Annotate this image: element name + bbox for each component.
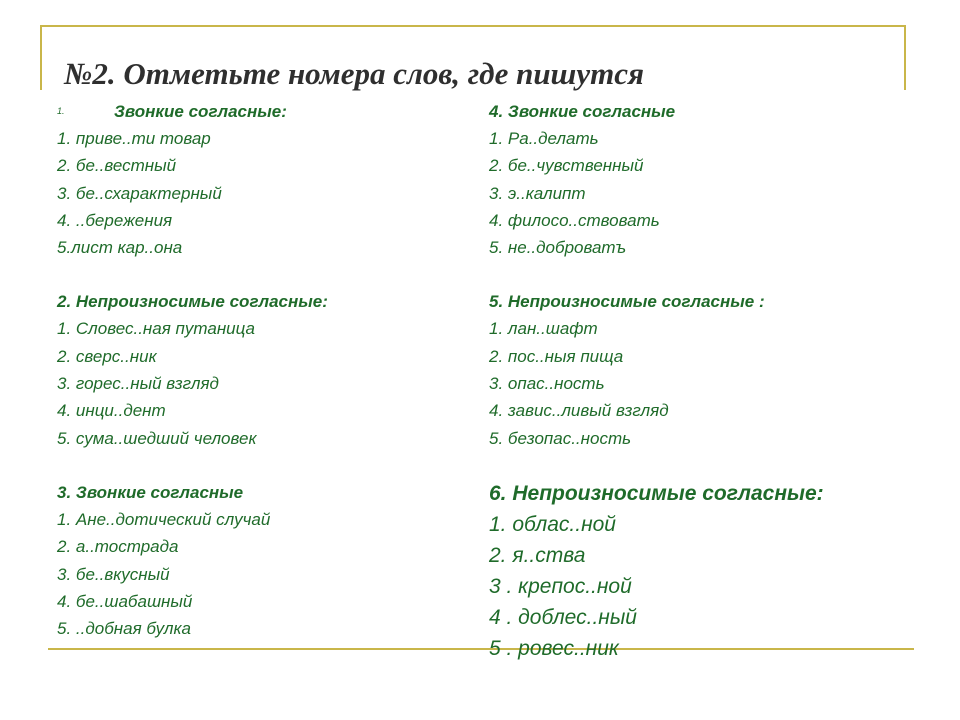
exercise-number: 1.	[57, 106, 65, 116]
word-item: 1. приве..ти товар	[57, 129, 211, 148]
exercise-heading-text: Звонкие согласные:	[114, 102, 287, 121]
right-column	[489, 98, 899, 691]
word-item: 1. облас..ной	[489, 512, 616, 536]
word-item: 5. сума..шедший человек	[57, 428, 257, 448]
word-item: 3. бе..вкусный	[57, 564, 170, 584]
exercise-group-5	[489, 288, 899, 451]
word-item: 5. ..добная булка	[57, 619, 191, 639]
word-item: 2. бе..чувственный	[489, 156, 644, 176]
word-item: 5. не..доброватъ	[489, 238, 627, 258]
word-item: 1. Словес..ная путаница	[57, 319, 255, 339]
exercise-group-1	[57, 98, 467, 261]
exercise-group-4	[489, 98, 899, 261]
frame-right-border	[904, 25, 906, 90]
word-item: 4. ..бережения	[57, 210, 173, 230]
word-item: 2. я..ства	[489, 543, 586, 567]
word-item: 3. э..калипт	[489, 183, 586, 203]
word-item: 4. филосо..ствовать	[489, 210, 660, 230]
word-item: 4. бе..шабашный	[57, 591, 193, 611]
exercise-heading: 4. Звонкие согласные	[489, 102, 676, 121]
word-item: 1. Ане..дотический случай	[57, 509, 271, 529]
word-item: 2. бе..вестный	[57, 156, 177, 176]
word-item: 2. а..тострада	[57, 537, 179, 557]
word-item: 3. горес..ный взгляд	[57, 374, 219, 394]
left-column	[57, 98, 467, 669]
word-item: 4. инци..дент	[57, 401, 166, 421]
word-item: 5 . ровес..ник	[489, 636, 619, 660]
exercise-group-2	[57, 288, 467, 451]
word-item: 1. Ра..делать	[489, 129, 599, 148]
frame-left-border	[40, 25, 42, 90]
frame-top-border	[40, 25, 906, 27]
slide-title: №2. Отметьте номера слов, где пишутся	[64, 56, 644, 91]
exercise-group-3	[57, 479, 467, 642]
exercise-heading	[57, 98, 467, 125]
exercise-heading: 5. Непроизносимые согласные :	[489, 292, 765, 312]
exercise-heading: 6. Непроизносимые согласные:	[489, 481, 824, 505]
word-item: 3. опас..ность	[489, 374, 605, 394]
word-item: 5. безопас..ность	[489, 428, 632, 448]
exercise-heading: 2. Непроизносимые согласные:	[57, 292, 328, 312]
word-item: 3 . крепос..ной	[489, 574, 632, 598]
word-item: 1. лан..шафт	[489, 319, 598, 339]
word-item: 4 . доблес..ный	[489, 605, 637, 629]
word-item: 2. сверс..ник	[57, 346, 157, 366]
word-item: 2. пос..ныя пища	[489, 346, 624, 366]
word-item: 3. бе..схарактерный	[57, 183, 222, 203]
word-item: 5.лист кар..она	[57, 238, 183, 258]
exercise-group-6	[489, 479, 899, 664]
exercise-heading: 3. Звонкие согласные	[57, 482, 244, 502]
word-item: 4. завис..ливый взгляд	[489, 401, 669, 421]
